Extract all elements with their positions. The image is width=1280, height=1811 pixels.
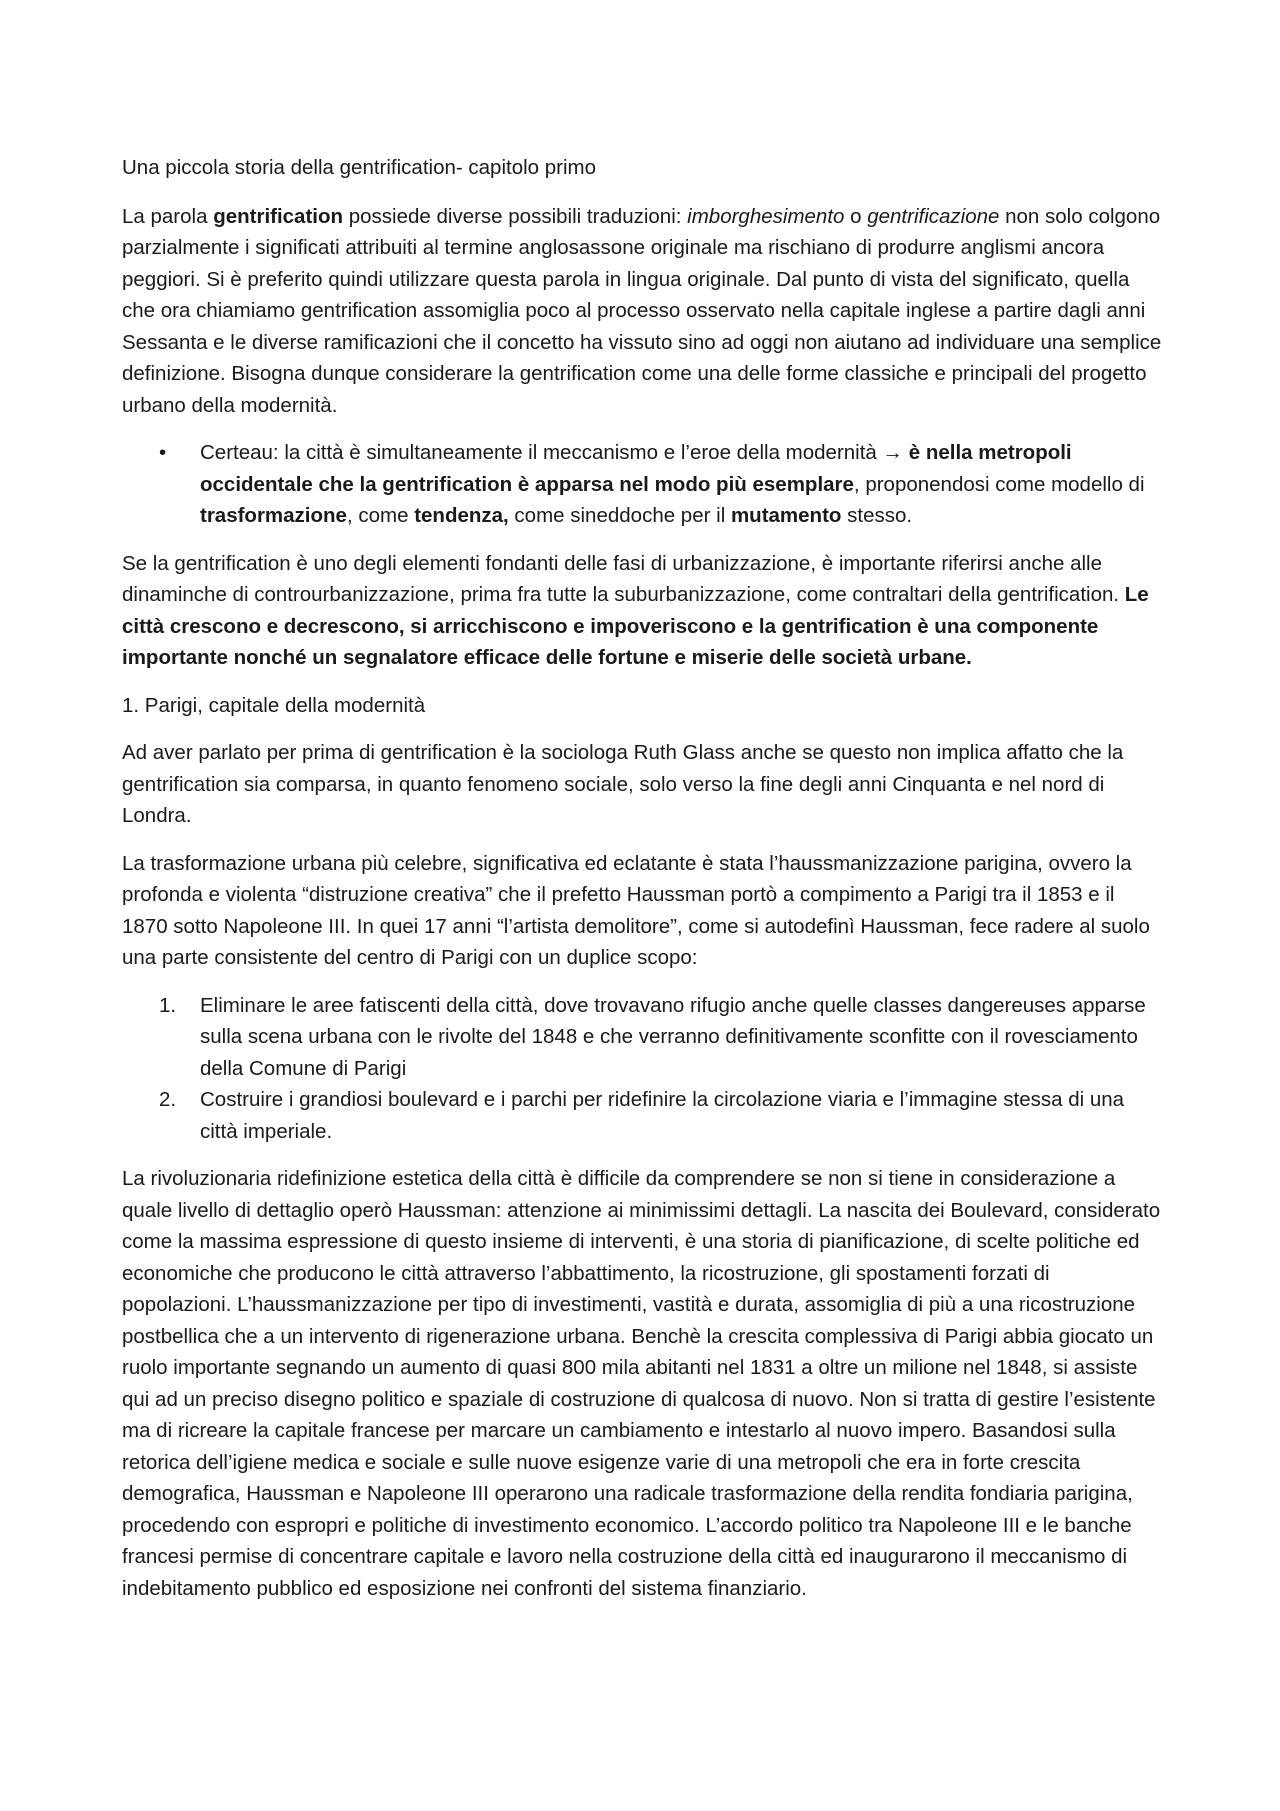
numbered-list (122, 990, 1162, 1148)
paragraph-haussmannization: La trasformazione urbana più celebre, significativa ed eclatante è stata l’haussmanizzazione parigina, ovvero la profonda e violenta “distruzione creativa” che il prefetto Haussman portò a compimento a Parigi tra il 1853 e il 1870 sotto Napoleone III. In quei 17 anni “l’artista demolitore”, come si autodefinì Haussman, fece radere al suolo una parte consistente del centro di Parigi con un duplice scopo: (122, 851, 1150, 969)
term-imborghesimento: imborghesimento (687, 204, 845, 228)
term-gentrificazione: gentrificazione (867, 204, 1000, 228)
paragraph-urbanization: Se la gentrification è uno degli elementi fondanti delle fasi di urbanizzazione, è importante riferirsi anche alle dinaminche di controurbanizzazione, prima fra tutte la suburbanizzazione, come contraltari della gentrification. Le città crescono e decrescono, si arricchiscono e impoveriscono e la gentrification è una componente importante nonché un segnalatore efficace delle fortune e miserie delle società urbane. (122, 551, 1149, 669)
paragraph-ruth-glass: Ad aver parlato per prima di gentrification è la sociologa Ruth Glass anche se questo non implica affatto che la gentrification sia comparsa, in quanto fenomeno sociale, solo verso la fine degli anni Cinquanta e nel nord di Londra. (122, 741, 1124, 827)
list-item: • Certeau: la città è simultaneamente il meccanismo e l’eroe della modernità → è nella metropoli occidentale che la gentrification è apparsa nel modo più esemplare, proponendosi come modello di trasformazione, come tendenza, come sineddoche per il mutamento stesso. (122, 437, 1162, 532)
document-page (122, 152, 1162, 1620)
list-item: 2. Costruire i grandiosi boulevard e i parchi per ridefinire la circolazione viaria e l’immagine stessa di una città imperiale. (122, 1084, 1162, 1147)
intro-paragraph: La parola gentrification possiede diverse possibili traduzioni: imborghesimento o gentrificazione non solo colgono parzialmente i significati attribuiti al termine anglosassone originale ma rischiano di produrre anglismi ancora peggiori. Si è preferito quindi utilizzare questa parola in lingua originale. Dal punto di vista del significato, quella che ora chiamiamo gentrification assomiglia poco al processo osservato nella capitale inglese a partire dagli anni Sessanta e le diverse ramificazioni che il concetto ha vissuto sino ad oggi non aiutano ad individuare una semplice definizione. Bisogna dunque considerare la gentrification come una delle forme classiche e principali del progetto urbano della modernità. (122, 204, 1162, 417)
bullet-icon: • (159, 441, 167, 464)
list-item: 1. Eliminare le aree fatiscenti della città, dove trovavano rifugio anche quelle classes dangereuses apparse sulla scena urbana con le rivolte del 1848 e che verranno definitivamente sconfitte con il rovesciamento della Comune di Parigi (122, 990, 1162, 1085)
document-title: Una piccola storia della gentrification- capitolo primo (122, 156, 597, 179)
paragraph-boulevards: La rivoluzionaria ridefinizione estetica della città è difficile da comprendere se non si tiene in considerazione a quale livello di dettaglio operò Haussman: attenzione ai minimissimi dettagli. La nascita dei Boulevard, considerato come la massima espressione di questo insieme di interventi, è una storia di pianificazione, di scelte politiche ed economiche che producono le città attraverso l’abbattimento, la ricostruzione, gli spostamenti forzati di popolazioni. L’haussmanizzazione per tipo di investimenti, vastità e durata, assomiglia di più a una ricostruzione postbellica che a un intervento di rigenerazione urbana. Benchè la crescita complessiva di Parigi abbia giocato un ruolo importante segnando un aumento di quasi 800 mila abitanti nel 1831 a oltre un milione nel 1848, si assiste qui ad un preciso disegno politico e spaziale di costruzione di qualcosa di nuovo. Non si tratta di gestire l’esistente ma di ricreare la capitale francese per marcare un cambiamento e intestarlo al nuovo impero. Basandosi sulla retorica dell’igiene medica e sociale e sulle nuove esigenze varie di una metropoli che era in forte crescita demografica, Haussman e Napoleone III operarono una radicale trasformazione della rendita fondiaria parigina, procedendo con espropri e politiche di investimento economico. L’accordo politico tra Napoleone III e le banche francesi permise di concentrare capitale e lavoro nella costruzione della città ed inaugurarono il meccanismo di indebitamento pubblico ed esposizione nei confronti del sistema finanziario. (122, 1167, 1161, 1600)
list-number: 2. (159, 1088, 177, 1111)
term-gentrification: gentrification (213, 204, 344, 228)
list-number: 1. (159, 993, 177, 1017)
section-heading: 1. Parigi, capitale della modernità (122, 693, 426, 717)
right-arrow-icon: → (882, 441, 904, 464)
bullet-list (122, 437, 1162, 532)
